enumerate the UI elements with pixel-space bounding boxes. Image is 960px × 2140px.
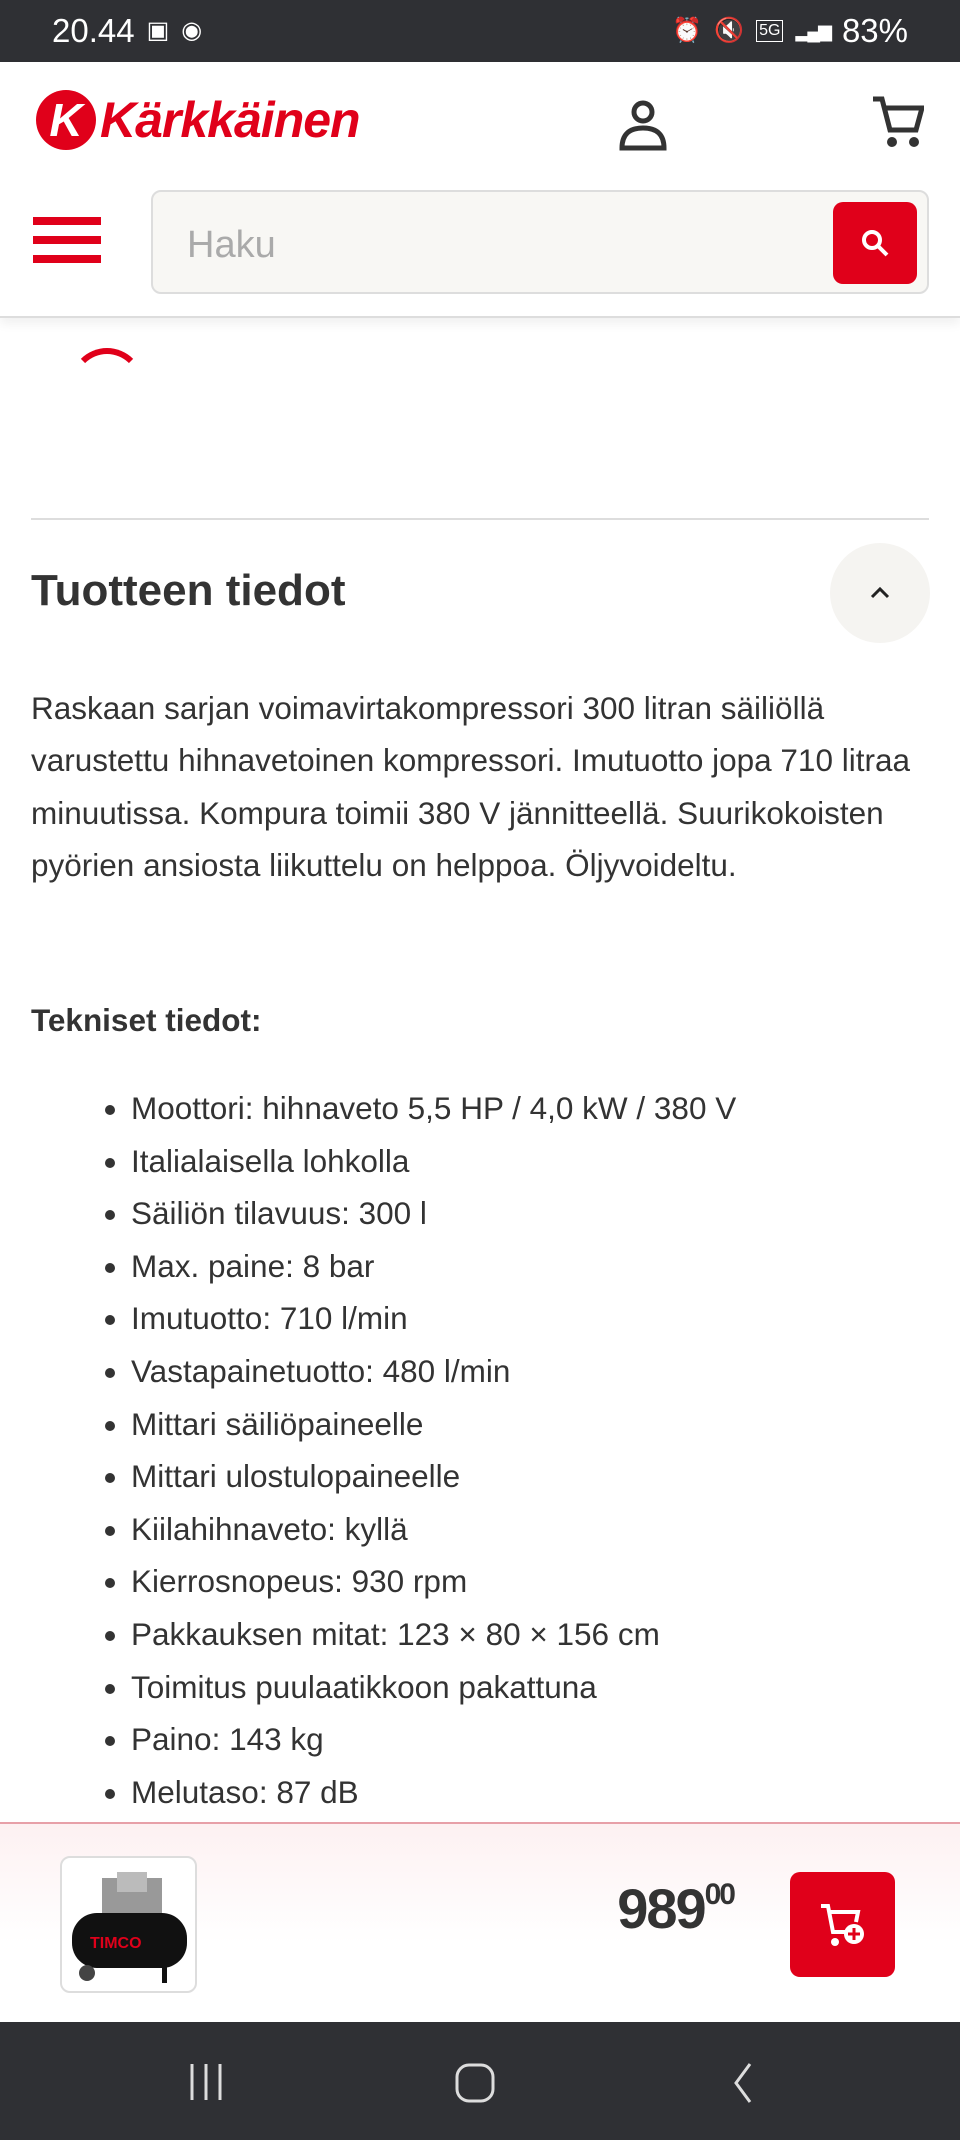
site-header <box>0 62 960 318</box>
section-title: Tuotteen tiedot <box>31 566 346 615</box>
specs-heading: Tekniset tiedot: <box>31 1002 262 1038</box>
network-icon: 5G <box>756 20 783 41</box>
spec-item: • Toimitus puulaatikkoon pakattuna <box>131 1661 736 1714</box>
brand-logo[interactable] <box>36 90 360 150</box>
sticky-buy-bar <box>0 1822 960 2022</box>
search-icon <box>859 227 891 259</box>
back-button[interactable] <box>728 2062 758 2109</box>
product-brand-label: TIMCO <box>90 1935 142 1952</box>
section-divider <box>31 518 929 520</box>
spec-item: • Moottori: hihnaveto 5,5 HP / 4,0 kW / 380 V <box>131 1082 736 1135</box>
collapse-button[interactable] <box>830 543 930 643</box>
spec-item: • Imutuotto: 710 l/min <box>131 1292 736 1345</box>
spec-item: • Pakkauksen mitat: 123 × 80 × 156 cm <box>131 1608 736 1661</box>
logo-text: Kärkkäinen <box>100 92 360 148</box>
logo-mark: K <box>36 90 96 150</box>
loading-spinner <box>70 348 144 422</box>
system-nav-bar <box>0 2022 960 2140</box>
battery-level: 83% <box>841 12 908 49</box>
menu-button[interactable] <box>33 217 101 262</box>
spec-item: • Säiliön tilavuus: 300 l <box>131 1187 736 1240</box>
price-decimals: 00 <box>704 1878 734 1911</box>
cart-icon[interactable] <box>870 94 924 155</box>
alarm-icon: ⏰ <box>672 17 703 44</box>
specs-list <box>131 1082 736 1818</box>
spec-item: • Max. paine: 8 bar <box>131 1240 736 1293</box>
account-icon[interactable] <box>618 98 668 157</box>
search-field[interactable] <box>151 190 929 294</box>
spec-item: • Vastapainetuotto: 480 l/min <box>131 1345 736 1398</box>
mute-icon: 🔇 <box>714 17 745 44</box>
notification-icon: ◉ <box>181 17 203 44</box>
spec-item: • Melutaso: 87 dB <box>131 1766 736 1819</box>
price <box>617 1876 734 1941</box>
gallery-icon: ▣ <box>146 17 170 44</box>
signal-icon: ▂▄▆ <box>795 21 830 41</box>
search-placeholder: Haku <box>187 224 276 266</box>
home-button[interactable] <box>454 2062 496 2109</box>
chevron-up-icon <box>869 586 891 600</box>
recent-apps-button[interactable] <box>186 2062 226 2107</box>
spec-item: • Kierrosnopeus: 930 rpm <box>131 1555 736 1608</box>
spec-item: • Kiilahihnaveto: kyllä <box>131 1503 736 1556</box>
status-time: 20.44 <box>52 12 135 49</box>
status-bar <box>0 0 960 62</box>
spec-item: • Mittari säiliöpaineelle <box>131 1398 736 1451</box>
cart-add-icon <box>818 1900 868 1950</box>
product-description: Raskaan sarjan voimavirtakompressori 300 litran säiliöllä varustettu hihnavetoinen kompressori. Imutuotto jopa 710 litraa minuutissa. Kompura toimii 380 V jännitteellä. Suurikokoisten pyörien ansiosta liikuttelu on helppoa. Öljyvoideltu. <box>31 690 911 883</box>
product-thumbnail[interactable] <box>60 1856 197 1993</box>
spec-item: • Italialaisella lohkolla <box>131 1135 736 1188</box>
price-integer: 989 <box>617 1877 705 1940</box>
spec-item: • Mittari ulostulopaineelle <box>131 1450 736 1503</box>
add-to-cart-button[interactable] <box>790 1872 895 1977</box>
search-button[interactable] <box>833 202 917 284</box>
spec-item: • Paino: 143 kg <box>131 1713 736 1766</box>
